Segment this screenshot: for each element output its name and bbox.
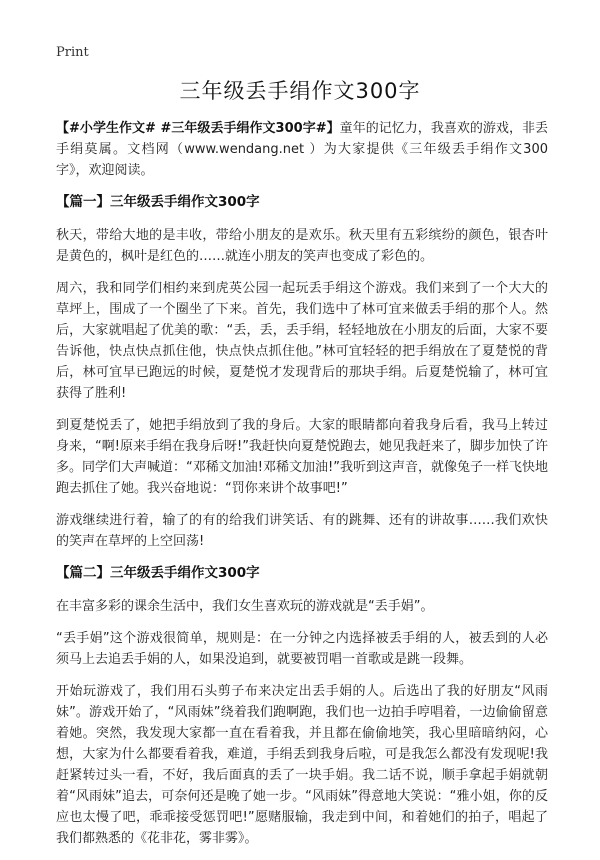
section-2-paragraph-1: 在丰富多彩的课余生活中，我们女生喜欢玩的游戏就是“丢手娟”。 [56, 599, 434, 614]
section-1-paragraph-4: 游戏继续进行着，输了的有的给我们讲笑话、有的跳舞、还有的讲故事……我们欢快的笑声在草坪的上空回荡! [56, 513, 548, 549]
section-heading-2: 【篇二】三年级丢手绢作文300字 [56, 565, 260, 581]
section-1-paragraph-2: 周六，我和同学们相约来到虎英公园一起玩丢手绢这个游戏。我们来到了一个大大的草坪上，围成了一个圈坐了下来。首先，我们选中了林可宜来做丢手绢的那个人。然后，大家就唱起了优美的歌：“丢，丢，丢手绢，轻轻地放在小朋友的后面，大家不要告诉他，快点快点抓住他，快点快点抓住他。”林可宜轻轻的把手绢放在了夏楚悦的背后，林可宜早已跑远的时候，夏楚悦才发现背后的那块手绢。后夏楚悦输了，林可宜获得了胜利! [56, 281, 548, 401]
section-heading-1: 【篇一】三年级丢手绢作文300字 [56, 194, 260, 210]
intro-paragraph [56, 118, 548, 181]
section-1-paragraph-3: 到夏楚悦丢了，她把手绢放到了我的身后。大家的眼睛都向着我身后看，我马上转过身来，“啊!原来手绢在我身后呀!”我赶快向夏楚悦跑去，她见我赶来了，脚步加快了许多。同学们大声喊道：“邓稀文加油!邓稀文加油!”我听到这声音，就像兔子一样飞快地跑去抓住了她。我兴奋地说：“罚你来讲个故事吧!” [56, 418, 548, 496]
intro-tag: 【#小学生作文# #三年级丢手绢作文300字#】 [56, 121, 340, 136]
print-link[interactable]: Print [56, 45, 89, 60]
page-title: 三年级丢手绢作文300字 [179, 79, 421, 103]
section-2-paragraph-2: “丢手娟”这个游戏很简单，规则是：在一分钟之内选择被丢手绢的人，被丢到的人必须马上去追丢手娟的人，如果没追到，就要被罚唱一首歌或是跳一段舞。 [56, 631, 548, 667]
intro-text: 童年的记忆力，我喜欢的游戏，非丢手绢莫属。文档网（www.wendang.net ）为大家提供《三年级丢手绢作文300字》，欢迎阅读。 [56, 121, 548, 178]
section-2-paragraph-3: 开始玩游戏了，我们用石头剪子布来决定出丢手娟的人。后选出了我的好朋友“风雨妹”。游戏开始了，“风雨妹”绕着我们跑啊跑，我们也一边拍手哼唱着，一边偷偷留意着她。突然，我发现大家都一直在看着我，并且都在偷偷地笑，我心里暗暗纳闷，心想，大家为什么都要看着我，难道，手绢丢到我身后啦，可是我怎么都没有发现呢!我赶紧转过头一看，不好，我后面真的丢了一块手娟。我二话不说，顺手拿起手娟就朝着“风雨妹”追去，可奈何还是晚了她一步。“风雨妹”得意地大笑说：“雅小姐，你的反应也太慢了吧，乖乖接受惩罚吧!”愿赌服输，我走到中间，和着她们的拍子，唱起了我们都熟悉的《花非花，雾非雾》。 [56, 684, 548, 846]
section-1-paragraph-1: 秋天，带给大地的是丰收，带给小朋友的是欢乐。秋天里有五彩缤纷的颜色，银杏叶是黄色的，枫叶是红色的……就连小朋友的笑声也变成了彩色的。 [56, 228, 548, 264]
article-body [56, 118, 548, 860]
